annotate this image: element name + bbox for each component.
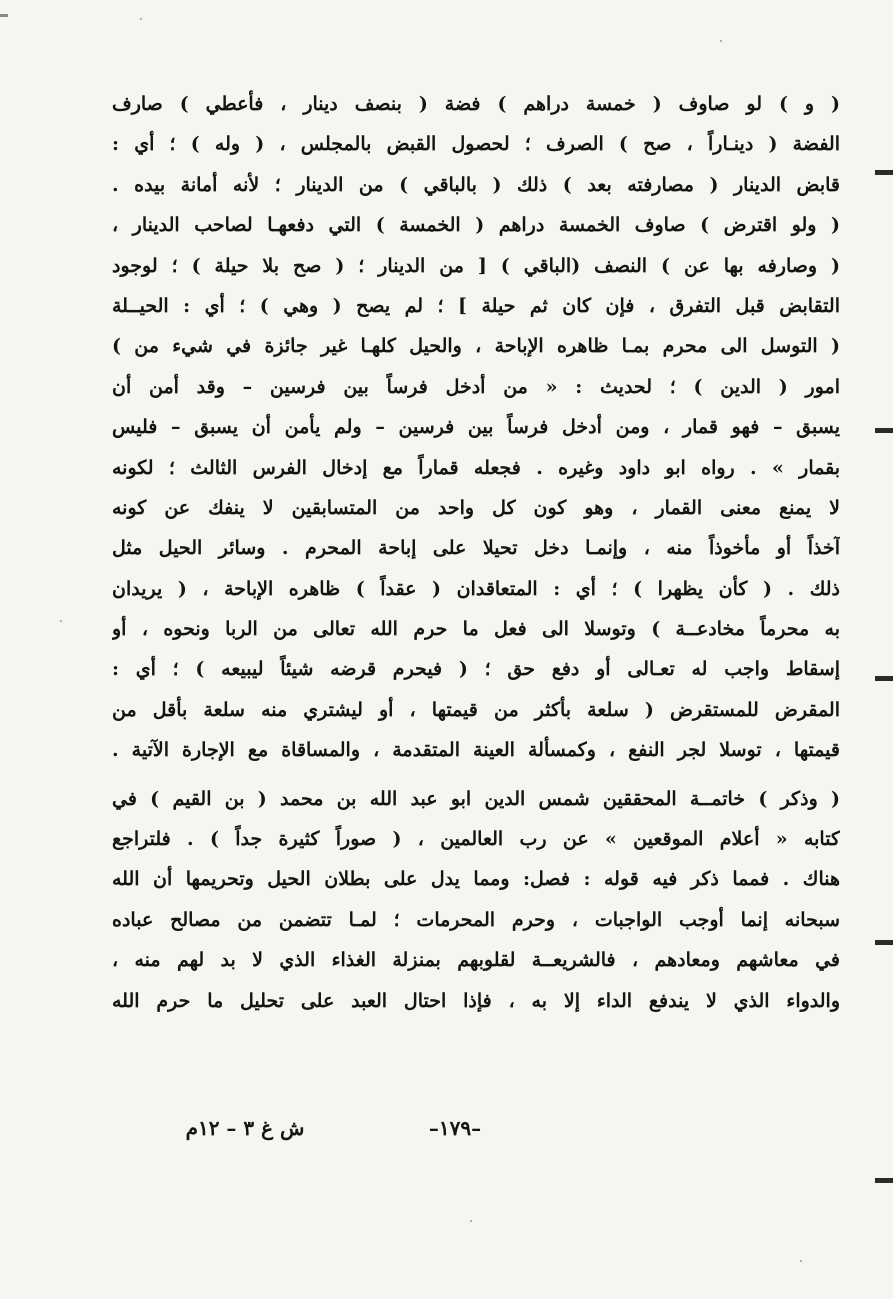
text-line: ذلك . ( كأن يظهرا ) ؛ أي : المتعاقدان ( عقداً ) ظاهره الإباحة ، ( يريدان [112,577,840,600]
scan-speck [60,620,62,622]
text-line: قابض الدينار ( مصارفته بعد ) ذلك ( بالباقي ) من الدينار ؛ لأنه أمانة بيده . [112,173,840,196]
text-line: يسبق – فهو قمار ، ومن أدخل فرساً بين فرسين – ولم يأمن أن يسبق – فليس [112,416,840,439]
paragraph-gap [112,771,840,779]
scan-speck [800,1260,802,1262]
text-line: والدواء الذي لا يندفع الداء إلا به ، فإذا احتال العبد على تحليل ما حرم الله [112,989,840,1012]
text-line: بقمار » . رواه ابو داود وغيره . فجعله قماراً مع إدخال الفرس الثالث ؛ لكونه [112,456,840,479]
page-number: –١٧٩– [428,1116,482,1140]
text-line: ( وصارفه بها عن ) النصف (الباقي ) [ من الدينار ؛ ( صح بلا حيلة ) ؛ لوجود [112,254,840,277]
scan-edge-mark [875,1178,893,1183]
text-line: آخذاً أو مأخوذاً منه ، وإنمـا دخل تحيلا على إباحة المحرم . وسائر الحيل مثل [112,537,840,560]
scan-edge-mark [875,940,893,945]
scan-speck [140,18,142,20]
body-text [112,84,840,1021]
text-line: كتابه « أعلام الموقعين » عن رب العالمين ، ( صوراً كثيرة جداً ) . فلتراجع [112,828,840,851]
text-line: المقرض للمستقرض ( سلعة بأكثر من قيمتها ، أو ليشتري منه سلعة بأقل من [112,698,840,721]
signature-mark: ش غ ٣ – ١٢م [185,1116,305,1140]
text-line: به محرماً مخادعــة ) وتوسلا الى فعل ما حرم الله تعالى من الربا ونحوه ، أو [112,618,840,641]
text-line: الفضة ( دينـاراً ، صح ) الصرف ؛ لحصول القبض بالمجلس ، ( وله ) ؛ أي : [112,133,840,156]
text-line: هناك . فمما ذكر فيه قوله : فصل: ومما يدل على بطلان الحيل وتحريمها أن الله [112,868,840,891]
text-line: امور ( الدين ) ؛ لحديث : « من أدخل فرساً بين فرسين – وقد أمن أن [112,375,840,398]
scan-edge-mark [875,428,893,433]
scan-edge-mark [875,170,893,175]
scan-speck [470,1220,472,1222]
text-line: في معاشهم ومعادهم ، فالشريعــة لقلوبهم بمنزلة الغذاء الذي لا بد لهم منه ، [112,949,840,972]
scan-edge-mark [875,676,893,681]
text-line: ( ولو اقترض ) صاوف الخمسة دراهم ( الخمسة ) التي دفعهـا لصاحب الدينار ، [112,214,840,237]
text-line: التقابض قبل التفرق ، فإن كان ثم حيلة ] ؛ لم يصح ( وهي ) ؛ أي : الحيــلة [112,294,840,317]
text-line: سبحانه إنما أوجب الواجبات ، وحرم المحرمات ؛ لمـا تتضمن من مصالح عباده [112,908,840,931]
text-line: ( و ) لو صاوف ( خمسة دراهم ) فضة ( بنصف دينار ، فأعطي ) صارف [112,93,840,115]
text-line: ( التوسل الى محرم بمـا ظاهره الإباحة ، والحيل كلهـا غير جائزة في شيء من ) [112,335,840,358]
scan-edge-mark [0,14,8,17]
text-line: ( وذكر ) خاتمــة المحققين شمس الدين ابو عبد الله بن محمد ( بن القيم ) في [112,787,840,810]
text-line: إسقاط واجب له تعـالى أو دفع حق ؛ ( فيحرم قرضه شيئاً ليبيعه ) ؛ أي : [112,658,840,681]
text-line: قيمتها ، توسلا لجر النفع ، وكمسألة العينة المتقدمة ، والمساقاة مع الإجارة الآتية . [112,739,840,762]
text-line: لا يمنع معنى القمار ، وهو كون كل واحد من المتسابقين لا ينفك عن كونه [112,496,840,519]
scan-speck [720,40,722,42]
